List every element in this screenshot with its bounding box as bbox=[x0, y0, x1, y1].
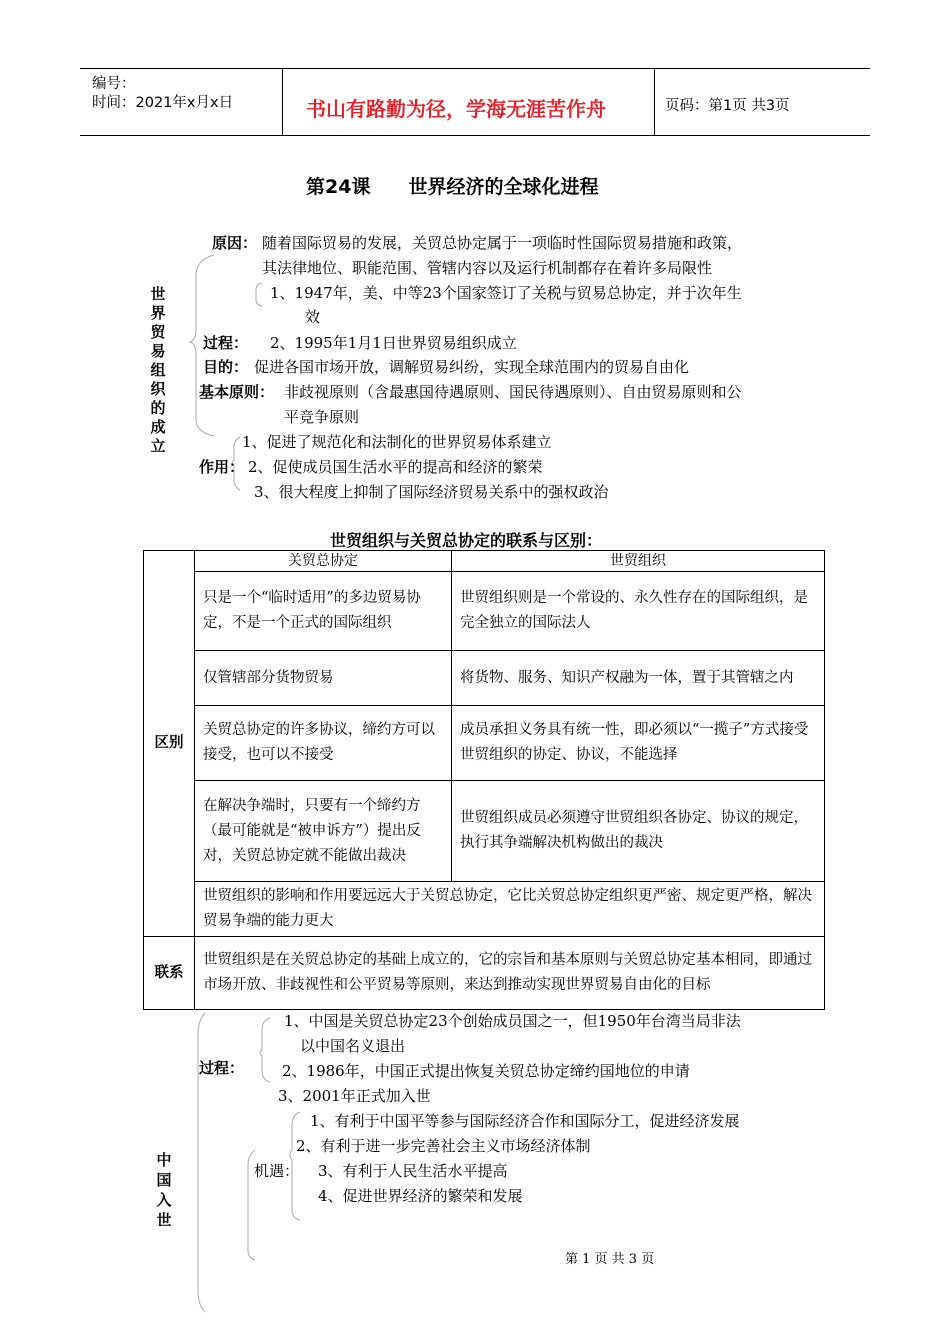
china-process-item1-line1: 1、中国是关贸总协定23个创始成员国之一，但1950年台湾当局非法 bbox=[284, 1012, 741, 1030]
cause-line2: 其法律地位、职能范围、管辖内容以及运行机制都存在着许多局限性 bbox=[262, 259, 713, 277]
table-row bbox=[144, 882, 825, 937]
link-label: 联系 bbox=[144, 937, 195, 1010]
principle-line1: 非歧视原则（含最惠国待遇原则、国民待遇原则）、自由贸易原则和公 bbox=[284, 383, 742, 401]
opportunity-item: 1、有利于中国平等参与国际经济合作和国际分工，促进经济发展 bbox=[310, 1112, 740, 1130]
china-process-label: 过程： bbox=[199, 1059, 245, 1077]
china-process-item2: 2、1986年，中国正式提出恢复关贸总协定缔约国地位的申请 bbox=[282, 1062, 690, 1080]
table-header-row bbox=[144, 551, 825, 572]
effect-item: 1、促进了规范化和法制化的世界贸易体系建立 bbox=[242, 433, 552, 451]
opportunity-label: 机遇： bbox=[254, 1162, 300, 1180]
process-item1-line2: 效 bbox=[305, 308, 321, 326]
table-row bbox=[144, 706, 825, 781]
gatt-cell: 关贸总协定的许多协议，缔约方可以接受，也可以不接受 bbox=[195, 706, 452, 781]
date-label: 时间：2021年x月x日 bbox=[92, 95, 234, 111]
opportunity-item: 4、促进世界经济的繁荣和发展 bbox=[318, 1187, 523, 1205]
table-row bbox=[144, 651, 825, 706]
page-footer: 第 1 页 共 3 页 bbox=[565, 1252, 655, 1267]
china-wto-side-label: 中国入世 bbox=[156, 1151, 172, 1229]
wto-cell: 世贸组织成员必须遵守世贸组织各协定、协议的规定，执行其争端解决机构做出的裁决 bbox=[452, 781, 825, 882]
col-header-gatt: 关贸总协定 bbox=[195, 551, 452, 572]
gatt-cell: 仅管辖部分货物贸易 bbox=[195, 651, 452, 706]
process-item1-line1: 1、1947年，美、中等23个国家签订了关税与贸易总协定，并于次年生 bbox=[270, 284, 742, 302]
page-title: 第24课 世界经济的全球化进程 bbox=[306, 176, 599, 198]
cause-line1: 随着国际贸易的发展，关贸总协定属于一项临时性国际贸易措施和政策， bbox=[262, 234, 743, 252]
process-item2: 2、1995年1月1日世界贸易组织成立 bbox=[270, 334, 517, 352]
opportunity-item: 2、有利于进一步完善社会主义市场经济体制 bbox=[296, 1137, 591, 1155]
wto-founding-side-label: 世界贸易组织的成立 bbox=[150, 285, 166, 455]
effect-label: 作用： bbox=[199, 458, 245, 476]
opportunity-item: 3、有利于人民生活水平提高 bbox=[318, 1162, 508, 1180]
principle-line2: 平竞争原则 bbox=[284, 408, 360, 426]
gatt-cell: 只是一个“临时适用”的多边贸易协定，不是一个正式的国际组织 bbox=[195, 572, 452, 651]
diff-label: 区别 bbox=[144, 551, 195, 937]
diff-summary: 世贸组织的影响和作用要远远大于关贸总协定，它比关贸总协定组织更严密、规定更严格，解决贸易争端的能力更大 bbox=[195, 882, 825, 937]
page-info: 页码：第1页 共3页 bbox=[665, 98, 790, 114]
wto-cell: 将货物、服务、知识产权融为一体，置于其管辖之内 bbox=[452, 651, 825, 706]
china-process-item1-line2: 以中国名义退出 bbox=[300, 1037, 406, 1055]
motto: 书山有路勤为径，学海无涯苦作舟 bbox=[306, 97, 606, 121]
col-header-wto: 世贸组织 bbox=[452, 551, 825, 572]
comparison-table bbox=[143, 550, 825, 1010]
table-heading: 世贸组织与关贸总协定的联系与区别： bbox=[330, 531, 603, 550]
link-text: 世贸组织是在关贸总协定的基础上成立的，它的宗旨和基本原则与关贸总协定基本相同，即通过市场开放、非歧视性和公平贸易等原则，来达到推动实现世界贸易自由化的目标 bbox=[195, 937, 825, 1010]
process-label: 过程： bbox=[203, 334, 249, 352]
goal-label: 目的： bbox=[203, 358, 249, 376]
gatt-cell: 在解决争端时，只要有一个缔约方（最可能就是“被申诉方”）提出反对，关贸总协定就不能做出裁决 bbox=[195, 781, 452, 882]
effect-item: 3、很大程度上抑制了国际经济贸易关系中的强权政治 bbox=[254, 483, 609, 501]
serial-label: 编号： bbox=[92, 76, 136, 92]
wto-cell: 成员承担义务具有统一性，即必须以“一揽子”方式接受世贸组织的协定、协议，不能选择 bbox=[452, 706, 825, 781]
table-row bbox=[144, 572, 825, 651]
principle-label: 基本原则： bbox=[199, 383, 275, 401]
goal-text: 促进各国市场开放，调解贸易纠纷，实现全球范围内的贸易自由化 bbox=[254, 358, 690, 376]
effect-item: 2、促使成员国生活水平的提高和经济的繁荣 bbox=[248, 458, 543, 476]
cause-label: 原因： bbox=[212, 234, 258, 252]
wto-cell: 世贸组织则是一个常设的、永久性存在的国际组织，是完全独立的国际法人 bbox=[452, 572, 825, 651]
table-row bbox=[144, 781, 825, 882]
table-row bbox=[144, 937, 825, 1010]
china-process-item3: 3、2001年正式加入世 bbox=[278, 1087, 431, 1105]
